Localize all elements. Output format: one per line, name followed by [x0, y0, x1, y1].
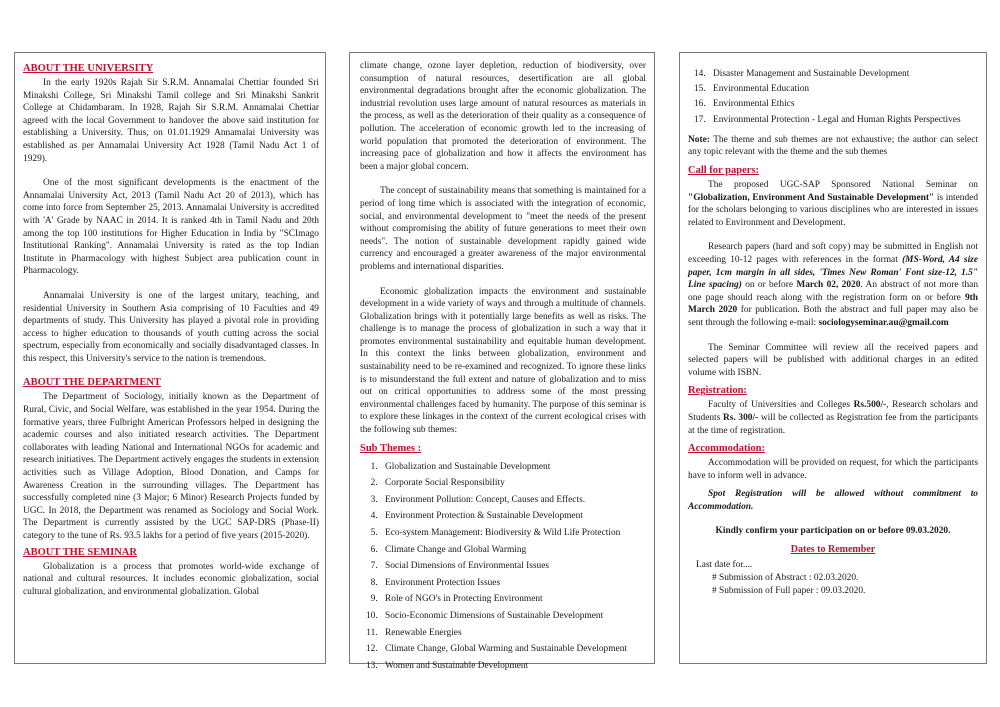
call-text-a: The proposed UGC-SAP Sponsored National Seminar on [708, 180, 978, 190]
sub-theme-item: 2. Corporate Social Responsibility [380, 475, 646, 492]
panel-middle [349, 52, 655, 671]
seminar-para-3: Economic globalization impacts the environment and sustainable development in a wide variety of ways and through a multitude of channels. Globalization brings with it potentially large benefits as well as risks. The challenge is to manage the process of globalization in such a way that it promotes environmental sustainability and equitable human development. In this context the links between globalization, environment and sustainability need to be re-examined and recognized. To ignore these links is to misunderstand the full extent and nature of globalization and to miss out on critical opportunities to address some of the most pressing environmental challenges faced by humanity. The purpose of this seminar is to explore these linkages in the context of the current ecological crises with the following sub themes: [360, 286, 646, 436]
sub-theme-item: 6. Climate Change and Global Warming [380, 542, 646, 559]
call-heading: Call for papers: [688, 165, 759, 176]
seminar-para-start: Globalization is a process that promotes world-wide exchange of national and cultural resources. It includes economic globalization, social cultural globalization, and environmental globalization. Global [23, 561, 319, 597]
reg-text-a: Faculty of Universities and Colleges [708, 400, 851, 411]
call-para-1 [688, 179, 978, 229]
sub-themes-list [360, 459, 646, 675]
seminar-heading: ABOUT THE SEMINAR [23, 546, 137, 558]
sub-theme-item: 1. Globalization and Sustainable Development [380, 459, 646, 476]
university-heading: ABOUT THE UNIVERSITY [23, 63, 154, 74]
format-text-a: Research papers (hard and soft copy) may be submitted in English not exceeding 10-12 pages with references in the format [688, 242, 978, 265]
university-para-1: In the early 1920s Rajah Sir S.R.M. Annamalai Chettiar founded Sri Minakshi College, Sri Minakshi Tamil college and Sri Minakshi Sankrit College at Chidambaram. In 1928, Rajah Sir S.R.M. Annamalai Chettiar agreed with the local Government to handover the above said institution for establishing a University. Thus, on 01.01.1929 Annamalai University was established as per Annamalai University Act 1928 (Tamil Nadu Act 1 of 1929). [23, 78, 319, 164]
call-text-b: is intended for the scholars belonging to various disciplines who are interested in issues related to Environment and Development. [688, 192, 979, 228]
sub-theme-item: 15. Environmental Education [708, 82, 978, 97]
sub-themes-heading: Sub Themes : [360, 442, 422, 454]
sub-theme-item: 11. Renewable Energies [380, 625, 646, 642]
call-para-2 [688, 241, 978, 329]
registration-heading: Registration: [688, 385, 747, 397]
paper-deadline: March 02, 2020 [796, 280, 861, 291]
sub-theme-item: 12. Climate Change, Global Warming and Sustainable Development [380, 641, 646, 658]
note-text: The theme and sub themes are not exhaustive; the author can select any topic relevant with the theme and the sub themes [688, 134, 978, 158]
university-para-3: Annamalai University is one of the largest unitary, teaching, and residential University in Southern Asia comprising of 10 Faculties and 49 departments of study. This University has played a pivotal role in providing access to higher education to thousands of youth cutting across the social spectrum, especially from economically and socially disadvantaged classes. In this respect, this University's service to the nation is tremendous. [23, 290, 319, 364]
email-link[interactable]: sociologyseminar.au@gmail.com [818, 317, 949, 328]
full-paper-date: # Submission of Full paper : 09.03.2020. [712, 586, 866, 597]
seminar-title: "Globalization, Environment And Sustainable Development" [688, 192, 935, 203]
call-para-3: The Seminar Committee will review all the received papers and selected papers will be published with additional charges in an edited volume with ISBN. [688, 342, 978, 378]
abstract-date: # Submission of Abstract : 02.03.2020. [712, 573, 859, 584]
sub-theme-item: 4. Environment Protection & Sustainable Development [380, 508, 646, 525]
sub-theme-item: 7. Social Dimensions of Environmental Issues [380, 558, 646, 575]
themes-note [688, 134, 978, 159]
reg-text-b: , Research scholars and Students [688, 400, 978, 423]
sub-theme-item: 10. Socio-Economic Dimensions of Sustainable Development [380, 608, 646, 625]
department-para: The Department of Sociology, initially known as the Department of Rural, Civic, and Social Welfare, was established in the year 1954. During the formative years, three Fulbright American Professors helped in designing the academic courses and also initiated research activities. The Department collaborates with leading National and International NGOs for academic and research initiatives. The Department actively engages the students in extension activities such as Village Adoption, Blood Donation, and Camps for Awareness Creation in the surrounding villages. The Department has successfully completed nine (3 Major; 6 Minor) Research Projects funded by UGC. In 2018, the Department was renamed as Sociology and Social Work. The Department is currently assisted by the UGC SAP-DRS (Phase-II) category to the tune of Rs. 93.5 lakhs for a period of five years (2015-2020). [23, 392, 319, 541]
registration-para [688, 399, 978, 437]
abstract-deadline: 9th March 2020 [688, 292, 978, 316]
last-date-label: Last date for.... [696, 560, 753, 571]
format-text-b: on or before [745, 280, 793, 291]
sub-theme-item: 16. Environmental Ethics [708, 97, 978, 112]
confirm-participation: Kindly confirm your participation on or before 09.03.2020. [715, 526, 951, 537]
panel-right [679, 52, 987, 664]
sub-theme-item: 5. Eco-system Management: Biodiversity & Wild Life Protection [380, 525, 646, 542]
format-text-d: for publication. Both the abstract and full paper may also be sent through the following e-mail: [688, 305, 979, 328]
panel-left [14, 52, 326, 664]
sub-theme-item: 13. Women and Sustainable Development [380, 658, 646, 675]
sub-theme-item: 17. Environmental Protection - Legal and Human Rights Perspectives [708, 113, 978, 128]
accommodation-para: Accommodation will be provided on request, for which the participants have to inform well in advance. [688, 458, 978, 481]
sub-theme-item: 9. Role of NGO's in Protecting Environment [380, 591, 646, 608]
paper-format: (MS-Word, A4 size paper, 1cm margin in all sides, 'Times New Roman' Font size-12, 1.5" Line spacing) [688, 254, 978, 291]
fee-faculty: Rs.500/- [853, 400, 887, 411]
sub-theme-item: 3. Environment Pollution: Concept, Causes and Effects. [380, 492, 646, 509]
seminar-para-continued: climate change, ozone layer depletion, reduction of biodiversity, over consumption of natural resources, desertification are all global environmental degradations brought after the economic globalization. The industrial revolution uses large amount of natural resources as materials in the process, as well as the deterioration of their quality as a consequence of pollution. The acceleration of economic growth led to the increasing of world population that promoted the deterioration of environment. The increasing pace of globalization and how it affects the environment has been a major global concern. [360, 61, 646, 172]
department-heading: ABOUT THE DEPARTMENT [23, 377, 161, 389]
dates-heading: Dates to Remember [790, 544, 876, 556]
sub-themes-list-continued [688, 67, 978, 128]
spot-registration: Spot Registration will be allowed without commitment to Accommodation. [688, 489, 978, 512]
seminar-para-2: The concept of sustainability means that something is maintained for a period of long time which is associated with the integration of economic, social, and environmental development to "meet the needs of the present without compromising the ability of future generations to meet their own needs". The notion of sustainable development rapidly gained wide currency and encouraged a greater awareness of the major environmental problems and international disparities. [360, 186, 646, 272]
note-label: Note: [688, 134, 710, 145]
accommodation-heading: Accommodation: [688, 443, 765, 455]
sub-theme-item: 8. Environment Protection Issues [380, 575, 646, 592]
format-text-c: . An abstract of not more than one page should reach along with the registration form on or before [688, 280, 979, 303]
reg-text-c: will be collected as Registration fee from the participants at the time of registration. [688, 412, 978, 436]
university-para-2: One of the most significant developments is the enactment of the Annamalai University Act, 2013 (Tamil Nadu Act 20 of 2013), which has come into force from September 25, 2013. Annamalai University is accredited with 'A' Grade by NAAC in 2014. It is ranked 4th in Tamil Nadu and 20th among the top 100 institutions for Higher Education in India by "SCImago Institutional Ranking". Annamalai University is rated as the top Indian Institute in Pharmacology with highest Subject area publication count in Pharmacology. [23, 178, 319, 277]
sub-theme-item: 14. Disaster Management and Sustainable Development [708, 67, 978, 82]
fee-students: Rs. 300/- [722, 412, 759, 423]
